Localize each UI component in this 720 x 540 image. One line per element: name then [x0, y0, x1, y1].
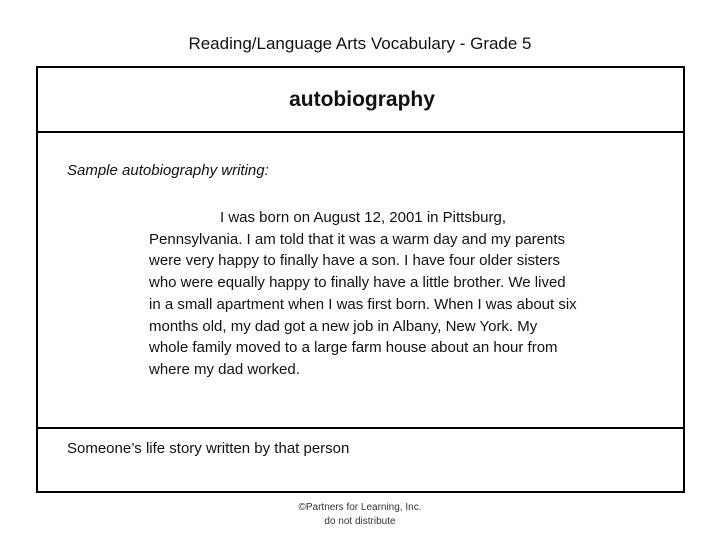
vocabulary-card	[36, 66, 685, 493]
page-title: Reading/Language Arts Vocabulary - Grade 5	[188, 34, 532, 53]
term-section	[38, 68, 683, 133]
section-divider	[38, 427, 683, 429]
definition-text: Someone’s life story written by that person	[67, 440, 350, 457]
copyright-text: ©Partners for Learning, Inc.	[298, 502, 422, 513]
vocabulary-term: autobiography	[289, 87, 435, 111]
example-label: Sample autobiography writing:	[67, 162, 269, 179]
example-paragraph: I was born on August 12, 2001 in Pittsburg, Pennsylvania. I am told that it was a warm day and my parents were very happy to finally have a son. I have four older sisters who were equally happy to finally have a little brother. We lived in a small apartment when I was first born. When I was about six months old, my dad got a new job in Albany, New York. My whole family moved to a large farm house about an hour from where my dad worked.	[149, 209, 577, 378]
footer	[0, 501, 720, 529]
distribution-notice: do not distribute	[324, 516, 396, 527]
